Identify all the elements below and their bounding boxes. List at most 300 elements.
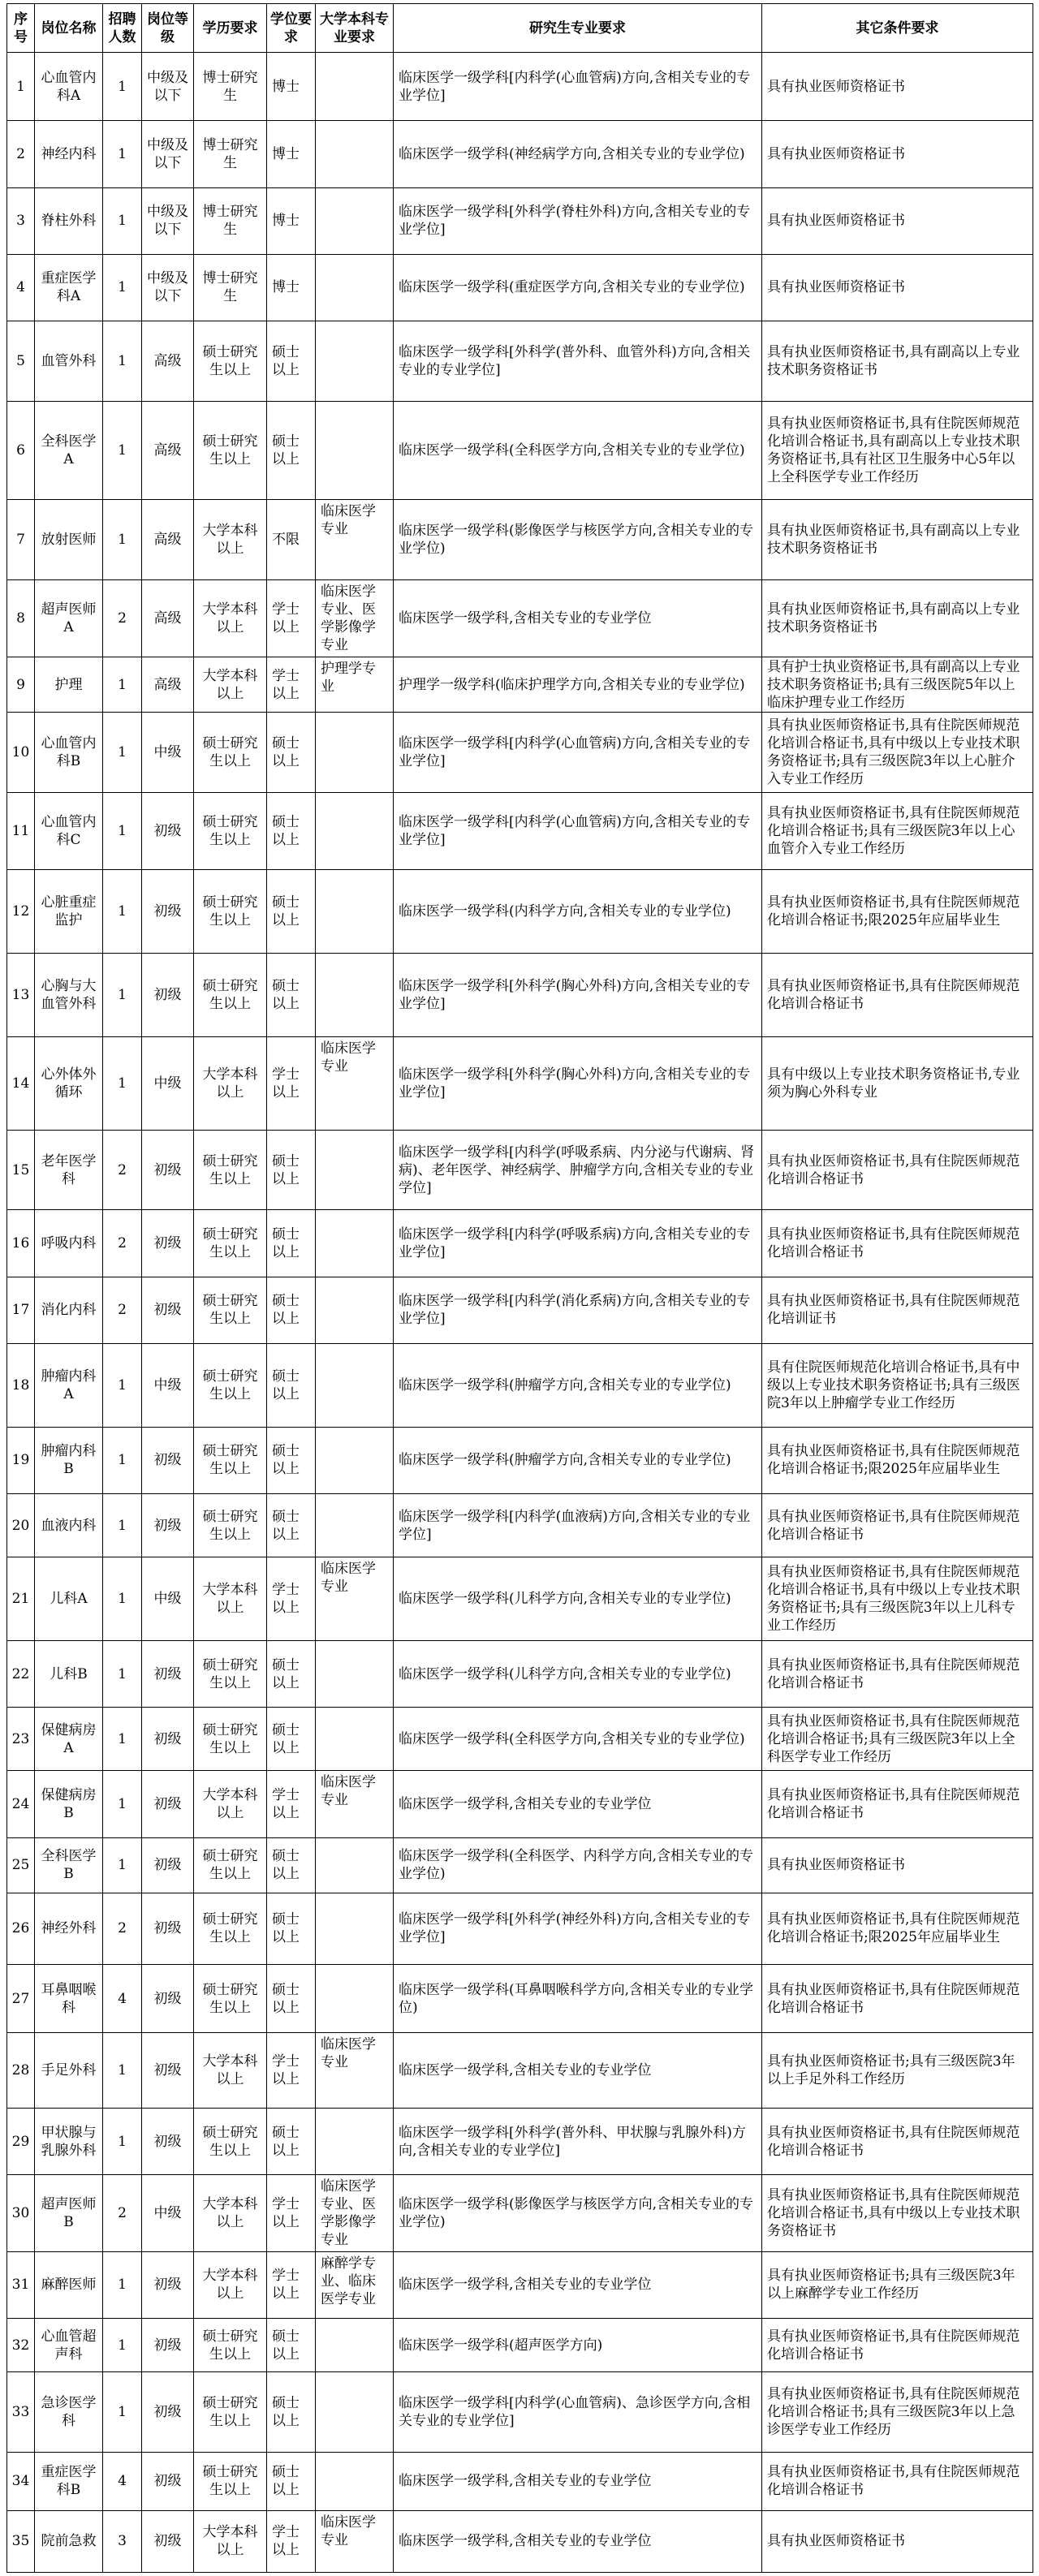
cell-name: 老年医学科 — [35, 1130, 103, 1210]
cell-degree: 学士以上 — [267, 1557, 316, 1641]
cell-ug — [316, 2108, 394, 2174]
cell-name: 呼吸内科 — [35, 1210, 103, 1277]
cell-count: 2 — [103, 579, 142, 657]
table-row — [7, 657, 1033, 713]
cell-count: 2 — [103, 1893, 142, 1964]
header-cell-ug: 大学本科专业要求 — [316, 4, 394, 53]
cell-ug — [316, 869, 394, 953]
cell-grad: 临床医学一级学科[内科学(心血管病)、急诊医学方向,含相关专业的专业学位] — [394, 2371, 762, 2452]
cell-count: 1 — [103, 953, 142, 1036]
cell-count: 1 — [103, 1343, 142, 1427]
cell-count: 1 — [103, 2251, 142, 2318]
cell-other: 具有执业医师资格证书,具有住院医师规范化培训合格证书 — [762, 1130, 1033, 1210]
cell-name: 肿瘤内科A — [35, 1343, 103, 1427]
cell-level: 中级及以下 — [142, 121, 194, 187]
cell-degree: 学士以上 — [267, 579, 316, 657]
header-cell-other: 其它条件要求 — [762, 4, 1033, 53]
cell-grad: 临床医学一级学科[外科学(普外科、甲状腺与乳腺外科)方向,含相关专业的专业学位] — [394, 2108, 762, 2174]
cell-ug — [316, 401, 394, 499]
cell-name: 心血管内科C — [35, 793, 103, 870]
cell-edu: 硕士研究生以上 — [194, 1708, 267, 1771]
cell-name: 心血管内科B — [35, 713, 103, 793]
table-row — [7, 2510, 1033, 2572]
cell-edu: 硕士研究生以上 — [194, 401, 267, 499]
cell-degree: 硕士以上 — [267, 1343, 316, 1427]
cell-name: 心血管内科A — [35, 53, 103, 121]
cell-count: 1 — [103, 1427, 142, 1493]
cell-grad: 临床医学一级学科[外科学(胸心外科)方向,含相关专业的专业学位] — [394, 1036, 762, 1130]
cell-ug — [316, 2452, 394, 2510]
cell-grad: 临床医学一级学科,含相关专业的专业学位 — [394, 1771, 762, 1837]
cell-other: 具有执业医师资格证书;具有三级医院3年以上手足外科工作经历 — [762, 2033, 1033, 2109]
cell-other: 具有住院医师规范化培训合格证书,具有中级以上专业技术职务资格证书;具有三级医院3年以上肿瘤学专业工作经历 — [762, 1343, 1033, 1427]
cell-grad: 临床医学一级学科[内科学(消化系病)方向,含相关专业的专业学位] — [394, 1277, 762, 1343]
cell-degree: 硕士以上 — [267, 1708, 316, 1771]
cell-grad: 临床医学一级学科(全科医学、内科学方向,含相关专业的专业学位) — [394, 1837, 762, 1893]
cell-other: 具有执业医师资格证书,具有住院医师规范化培训合格证书;具有三级医院3年以上心血管介入专业工作经历 — [762, 793, 1033, 870]
cell-name: 保健病房B — [35, 1771, 103, 1837]
cell-degree: 硕士以上 — [267, 1893, 316, 1964]
cell-name: 神经内科 — [35, 121, 103, 187]
cell-degree: 硕士以上 — [267, 793, 316, 870]
cell-grad: 临床医学一级学科(影像医学与核医学方向,含相关专业的专业学位) — [394, 500, 762, 580]
cell-count: 2 — [103, 1277, 142, 1343]
cell-other: 具有执业医师资格证书,具有住院医师规范化培训合格证书,具有中级以上专业技术职务资格证书;具有三级医院3年以上心脏介入专业工作经历 — [762, 713, 1033, 793]
cell-no: 4 — [7, 254, 35, 321]
cell-ug — [316, 793, 394, 870]
cell-count: 1 — [103, 793, 142, 870]
cell-ug — [316, 121, 394, 187]
cell-no: 6 — [7, 401, 35, 499]
cell-count: 2 — [103, 1210, 142, 1277]
table-row — [7, 2108, 1033, 2174]
cell-grad: 临床医学一级学科[内科学(心血管病)方向,含相关专业的专业学位] — [394, 713, 762, 793]
cell-no: 11 — [7, 793, 35, 870]
cell-edu: 硕士研究生以上 — [194, 2319, 267, 2372]
cell-no: 31 — [7, 2251, 35, 2318]
table-row — [7, 2175, 1033, 2252]
cell-grad: 临床医学一级学科(耳鼻咽喉科学方向,含相关专业的专业学位) — [394, 1965, 762, 2033]
cell-other: 具有执业医师资格证书,具有住院医师规范化培训合格证书 — [762, 953, 1033, 1036]
cell-level: 初级 — [142, 1277, 194, 1343]
cell-count: 1 — [103, 500, 142, 580]
cell-other: 具有执业医师资格证书,具有副高以上专业技术职务资格证书 — [762, 321, 1033, 402]
cell-level: 初级 — [142, 1965, 194, 2033]
cell-degree: 硕士以上 — [267, 1130, 316, 1210]
table-row — [7, 1427, 1033, 1493]
cell-other: 具有执业医师资格证书,具有住院医师规范化培训合格证书 — [762, 1965, 1033, 2033]
cell-ug: 临床医学专业 — [316, 2510, 394, 2572]
cell-edu: 硕士研究生以上 — [194, 1277, 267, 1343]
cell-count: 1 — [103, 53, 142, 121]
header-row — [7, 4, 1033, 53]
cell-ug: 临床医学专业 — [316, 1036, 394, 1130]
cell-name: 消化内科 — [35, 1277, 103, 1343]
cell-level: 初级 — [142, 1130, 194, 1210]
cell-degree: 学士以上 — [267, 2251, 316, 2318]
cell-edu: 硕士研究生以上 — [194, 1427, 267, 1493]
cell-ug — [316, 1277, 394, 1343]
header-cell-level: 岗位等级 — [142, 4, 194, 53]
table-row — [7, 1210, 1033, 1277]
table-row — [7, 2371, 1033, 2452]
cell-count: 1 — [103, 2033, 142, 2109]
cell-count: 1 — [103, 869, 142, 953]
cell-edu: 硕士研究生以上 — [194, 1210, 267, 1277]
cell-name: 肿瘤内科B — [35, 1427, 103, 1493]
cell-level: 高级 — [142, 579, 194, 657]
cell-count: 1 — [103, 1708, 142, 1771]
cell-ug: 临床医学专业、医学影像学专业 — [316, 2175, 394, 2252]
cell-no: 19 — [7, 1427, 35, 1493]
table-row — [7, 2033, 1033, 2109]
cell-count: 1 — [103, 1771, 142, 1837]
cell-ug: 护理学专业 — [316, 657, 394, 713]
cell-name: 儿科A — [35, 1557, 103, 1641]
cell-other: 具有执业医师资格证书 — [762, 2510, 1033, 2572]
cell-name: 神经外科 — [35, 1893, 103, 1964]
cell-name: 保健病房A — [35, 1708, 103, 1771]
cell-ug — [316, 1210, 394, 1277]
table-row — [7, 254, 1033, 321]
cell-name: 护理 — [35, 657, 103, 713]
table-row — [7, 1708, 1033, 1771]
cell-count: 1 — [103, 657, 142, 713]
cell-no: 8 — [7, 579, 35, 657]
cell-edu: 大学本科以上 — [194, 1036, 267, 1130]
cell-name: 全科医学A — [35, 401, 103, 499]
cell-ug — [316, 713, 394, 793]
cell-grad: 临床医学一级学科[内科学(心血管病)方向,含相关专业的专业学位] — [394, 53, 762, 121]
cell-edu: 大学本科以上 — [194, 657, 267, 713]
cell-degree: 硕士以上 — [267, 1641, 316, 1708]
cell-level: 中级 — [142, 713, 194, 793]
cell-other: 具有执业医师资格证书,具有住院医师规范化培训合格证书 — [762, 2108, 1033, 2174]
header-cell-degree: 学位要求 — [267, 4, 316, 53]
cell-count: 1 — [103, 187, 142, 254]
cell-ug — [316, 2371, 394, 2452]
cell-level: 初级 — [142, 953, 194, 1036]
cell-edu: 硕士研究生以上 — [194, 321, 267, 402]
cell-name: 超声医师A — [35, 579, 103, 657]
cell-no: 15 — [7, 1130, 35, 1210]
cell-level: 初级 — [142, 1708, 194, 1771]
cell-edu: 硕士研究生以上 — [194, 1893, 267, 1964]
table-row — [7, 1557, 1033, 1641]
cell-level: 初级 — [142, 2108, 194, 2174]
cell-no: 16 — [7, 1210, 35, 1277]
cell-level: 中级及以下 — [142, 187, 194, 254]
cell-grad: 临床医学一级学科[外科学(普外科、血管外科)方向,含相关专业的专业学位] — [394, 321, 762, 402]
cell-name: 全科医学B — [35, 1837, 103, 1893]
cell-name: 儿科B — [35, 1641, 103, 1708]
cell-edu: 博士研究生 — [194, 53, 267, 121]
cell-level: 初级 — [142, 2452, 194, 2510]
cell-degree: 博士 — [267, 254, 316, 321]
cell-no: 29 — [7, 2108, 35, 2174]
table-row — [7, 121, 1033, 187]
cell-degree: 硕士以上 — [267, 1837, 316, 1893]
cell-no: 13 — [7, 953, 35, 1036]
table-row — [7, 1130, 1033, 1210]
cell-ug — [316, 1965, 394, 2033]
table-row — [7, 1036, 1033, 1130]
table-row — [7, 1837, 1033, 1893]
cell-level: 初级 — [142, 1771, 194, 1837]
table-row — [7, 953, 1033, 1036]
cell-level: 初级 — [142, 2319, 194, 2372]
cell-no: 1 — [7, 53, 35, 121]
cell-level: 初级 — [142, 1837, 194, 1893]
cell-edu: 硕士研究生以上 — [194, 793, 267, 870]
cell-name: 急诊医学科 — [35, 2371, 103, 2452]
cell-ug — [316, 1837, 394, 1893]
cell-degree: 硕士以上 — [267, 1427, 316, 1493]
cell-grad: 临床医学一级学科[内科学(血液病)方向,含相关专业的专业学位] — [394, 1494, 762, 1557]
cell-level: 初级 — [142, 1893, 194, 1964]
cell-grad: 临床医学一级学科[内科学(心血管病)方向,含相关专业的专业学位] — [394, 793, 762, 870]
cell-grad: 临床医学一级学科,含相关专业的专业学位 — [394, 2452, 762, 2510]
cell-grad: 临床医学一级学科(儿科学方向,含相关专业的专业学位) — [394, 1641, 762, 1708]
cell-name: 脊柱外科 — [35, 187, 103, 254]
cell-name: 心外体外循环 — [35, 1036, 103, 1130]
cell-level: 初级 — [142, 2510, 194, 2572]
cell-no: 30 — [7, 2175, 35, 2252]
cell-grad: 临床医学一级学科(肿瘤学方向,含相关专业的专业学位) — [394, 1343, 762, 1427]
cell-name: 心血管超声科 — [35, 2319, 103, 2372]
cell-edu: 博士研究生 — [194, 121, 267, 187]
cell-edu: 大学本科以上 — [194, 500, 267, 580]
cell-name: 甲状腺与乳腺外科 — [35, 2108, 103, 2174]
table-row — [7, 713, 1033, 793]
cell-other: 具有执业医师资格证书 — [762, 1837, 1033, 1893]
table-row — [7, 579, 1033, 657]
cell-level: 初级 — [142, 2033, 194, 2109]
cell-no: 22 — [7, 1641, 35, 1708]
cell-other: 具有执业医师资格证书,具有住院医师规范化培训合格证书 — [762, 1641, 1033, 1708]
cell-grad: 临床医学一级学科(神经病学方向,含相关专业的专业学位) — [394, 121, 762, 187]
cell-level: 中级 — [142, 2175, 194, 2252]
cell-edu: 硕士研究生以上 — [194, 1641, 267, 1708]
cell-count: 1 — [103, 2108, 142, 2174]
cell-no: 17 — [7, 1277, 35, 1343]
table-row — [7, 2452, 1033, 2510]
cell-no: 34 — [7, 2452, 35, 2510]
cell-degree: 硕士以上 — [267, 2319, 316, 2372]
cell-no: 18 — [7, 1343, 35, 1427]
cell-count: 1 — [103, 401, 142, 499]
cell-no: 26 — [7, 1893, 35, 1964]
cell-ug — [316, 1641, 394, 1708]
cell-other: 具有执业医师资格证书,具有住院医师规范化培训合格证书 — [762, 1210, 1033, 1277]
cell-name: 血管外科 — [35, 321, 103, 402]
cell-other: 具有执业医师资格证书,具有住院医师规范化培训合格证书;限2025年应届毕业生 — [762, 1427, 1033, 1493]
cell-no: 23 — [7, 1708, 35, 1771]
cell-no: 21 — [7, 1557, 35, 1641]
cell-count: 1 — [103, 1641, 142, 1708]
header-cell-grad: 研究生专业要求 — [394, 4, 762, 53]
cell-edu: 硕士研究生以上 — [194, 869, 267, 953]
cell-name: 麻醉医师 — [35, 2251, 103, 2318]
cell-no: 27 — [7, 1965, 35, 2033]
cell-other: 具有中级以上专业技术职务资格证书,专业须为胸心外科专业 — [762, 1036, 1033, 1130]
cell-name: 手足外科 — [35, 2033, 103, 2109]
cell-edu: 大学本科以上 — [194, 2175, 267, 2252]
header-cell-name: 岗位名称 — [35, 4, 103, 53]
cell-degree: 硕士以上 — [267, 2108, 316, 2174]
cell-no: 10 — [7, 713, 35, 793]
cell-degree: 博士 — [267, 187, 316, 254]
table-row — [7, 2251, 1033, 2318]
cell-ug — [316, 1427, 394, 1493]
cell-no: 24 — [7, 1771, 35, 1837]
cell-no: 25 — [7, 1837, 35, 1893]
cell-count: 1 — [103, 1557, 142, 1641]
cell-count: 4 — [103, 2452, 142, 2510]
cell-degree: 硕士以上 — [267, 321, 316, 402]
cell-other: 具有执业医师资格证书,具有住院医师规范化培训合格证书;具有三级医院3年以上全科医学专业工作经历 — [762, 1708, 1033, 1771]
cell-no: 35 — [7, 2510, 35, 2572]
cell-ug: 临床医学专业 — [316, 500, 394, 580]
table-row — [7, 869, 1033, 953]
cell-other: 具有执业医师资格证书,具有住院医师规范化培训合格证书 — [762, 2319, 1033, 2372]
cell-other: 具有执业医师资格证书 — [762, 121, 1033, 187]
cell-ug — [316, 1130, 394, 1210]
cell-count: 3 — [103, 2510, 142, 2572]
cell-level: 中级 — [142, 1036, 194, 1130]
cell-level: 初级 — [142, 1427, 194, 1493]
cell-level: 初级 — [142, 2251, 194, 2318]
cell-edu: 硕士研究生以上 — [194, 713, 267, 793]
cell-count: 1 — [103, 2371, 142, 2452]
cell-edu: 大学本科以上 — [194, 1771, 267, 1837]
cell-level: 中级及以下 — [142, 53, 194, 121]
recruitment-table — [6, 3, 1033, 2573]
cell-degree: 学士以上 — [267, 657, 316, 713]
cell-grad: 临床医学一级学科,含相关专业的专业学位 — [394, 2033, 762, 2109]
cell-level: 高级 — [142, 500, 194, 580]
cell-count: 1 — [103, 2319, 142, 2372]
cell-name: 血液内科 — [35, 1494, 103, 1557]
cell-grad: 临床医学一级学科(儿科学方向,含相关专业的专业学位) — [394, 1557, 762, 1641]
cell-edu: 硕士研究生以上 — [194, 2108, 267, 2174]
cell-no: 20 — [7, 1494, 35, 1557]
cell-other: 具有执业医师资格证书,具有住院医师规范化培训合格证书;限2025年应届毕业生 — [762, 1893, 1033, 1964]
cell-count: 4 — [103, 1965, 142, 2033]
cell-name: 院前急救 — [35, 2510, 103, 2572]
header-cell-edu: 学历要求 — [194, 4, 267, 53]
cell-other: 具有执业医师资格证书,具有住院医师规范化培训合格证书 — [762, 1494, 1033, 1557]
cell-degree: 硕士以上 — [267, 713, 316, 793]
cell-degree: 不限 — [267, 500, 316, 580]
cell-name: 耳鼻咽喉科 — [35, 1965, 103, 2033]
cell-level: 高级 — [142, 657, 194, 713]
cell-ug — [316, 953, 394, 1036]
cell-degree: 硕士以上 — [267, 1210, 316, 1277]
cell-edu: 大学本科以上 — [194, 579, 267, 657]
cell-name: 重症医学科B — [35, 2452, 103, 2510]
cell-grad: 临床医学一级学科[内科学(呼吸系病)方向,含相关专业的专业学位] — [394, 1210, 762, 1277]
cell-other: 具有执业医师资格证书,具有住院医师规范化培训证书 — [762, 1277, 1033, 1343]
cell-grad: 临床医学一级学科(全科医学方向,含相关专业的专业学位) — [394, 401, 762, 499]
cell-other: 具有执业医师资格证书 — [762, 187, 1033, 254]
cell-ug — [316, 187, 394, 254]
cell-degree: 硕士以上 — [267, 1494, 316, 1557]
cell-no: 28 — [7, 2033, 35, 2109]
cell-grad: 临床医学一级学科[内科学(呼吸系病、内分泌与代谢病、肾病)、老年医学、神经病学、肿瘤学方向,含相关专业的专业学位] — [394, 1130, 762, 1210]
cell-count: 1 — [103, 1837, 142, 1893]
cell-no: 5 — [7, 321, 35, 402]
cell-edu: 硕士研究生以上 — [194, 953, 267, 1036]
table-row — [7, 1277, 1033, 1343]
cell-grad: 临床医学一级学科[外科学(脊柱外科)方向,含相关专业的专业学位] — [394, 187, 762, 254]
cell-degree: 学士以上 — [267, 2510, 316, 2572]
cell-edu: 博士研究生 — [194, 254, 267, 321]
cell-degree: 学士以上 — [267, 2175, 316, 2252]
cell-ug — [316, 1343, 394, 1427]
cell-ug — [316, 1494, 394, 1557]
cell-name: 心胸与大血管外科 — [35, 953, 103, 1036]
cell-grad: 护理学一级学科(临床护理学方向,含相关专业的专业学位) — [394, 657, 762, 713]
cell-other: 具有执业医师资格证书,具有住院医师规范化培训合格证书,具有中级以上专业技术职务资格证书 — [762, 2175, 1033, 2252]
cell-grad: 临床医学一级学科[外科学(神经外科)方向,含相关专业的专业学位] — [394, 1893, 762, 1964]
cell-edu: 硕士研究生以上 — [194, 1965, 267, 2033]
cell-ug — [316, 53, 394, 121]
header-cell-count: 招聘人数 — [103, 4, 142, 53]
table-row — [7, 1965, 1033, 2033]
cell-ug — [316, 321, 394, 402]
cell-grad: 临床医学一级学科,含相关专业的专业学位 — [394, 579, 762, 657]
table-row — [7, 187, 1033, 254]
cell-level: 高级 — [142, 401, 194, 499]
table-row — [7, 1494, 1033, 1557]
cell-degree: 硕士以上 — [267, 2371, 316, 2452]
cell-ug: 临床医学专业 — [316, 1557, 394, 1641]
cell-edu: 大学本科以上 — [194, 2033, 267, 2109]
cell-degree: 学士以上 — [267, 2033, 316, 2109]
cell-edu: 大学本科以上 — [194, 2510, 267, 2572]
cell-grad: 临床医学一级学科(重症医学方向,含相关专业的专业学位) — [394, 254, 762, 321]
cell-level: 中级及以下 — [142, 254, 194, 321]
cell-count: 1 — [103, 1494, 142, 1557]
cell-other: 具有执业医师资格证书,具有住院医师规范化培训合格证书 — [762, 2452, 1033, 2510]
cell-no: 12 — [7, 869, 35, 953]
cell-degree: 学士以上 — [267, 1771, 316, 1837]
cell-name: 重症医学科A — [35, 254, 103, 321]
cell-degree: 硕士以上 — [267, 869, 316, 953]
cell-grad: 临床医学一级学科[外科学(胸心外科)方向,含相关专业的专业学位] — [394, 953, 762, 1036]
table-row — [7, 321, 1033, 402]
cell-other: 具有执业医师资格证书,具有副高以上专业技术职务资格证书 — [762, 579, 1033, 657]
cell-ug — [316, 1893, 394, 1964]
table-row — [7, 2319, 1033, 2372]
cell-count: 1 — [103, 321, 142, 402]
cell-degree: 硕士以上 — [267, 1965, 316, 2033]
cell-other: 具有执业医师资格证书,具有住院医师规范化培训合格证书,具有副高以上专业技术职务资格证书,具有社区卫生服务中心5年以上全科医学专业工作经历 — [762, 401, 1033, 499]
cell-name: 超声医师B — [35, 2175, 103, 2252]
table-row — [7, 793, 1033, 870]
cell-other: 具有执业医师资格证书,具有副高以上专业技术职务资格证书 — [762, 500, 1033, 580]
cell-other: 具有执业医师资格证书,具有住院医师规范化培训合格证书;限2025年应届毕业生 — [762, 869, 1033, 953]
table-row — [7, 53, 1033, 121]
table-row — [7, 1641, 1033, 1708]
cell-grad: 临床医学一级学科(影像医学与核医学方向,含相关专业的专业学位) — [394, 2175, 762, 2252]
cell-count: 1 — [103, 1036, 142, 1130]
cell-degree: 学士以上 — [267, 1036, 316, 1130]
header-cell-no: 序号 — [7, 4, 35, 53]
cell-name: 放射医师 — [35, 500, 103, 580]
cell-count: 1 — [103, 121, 142, 187]
